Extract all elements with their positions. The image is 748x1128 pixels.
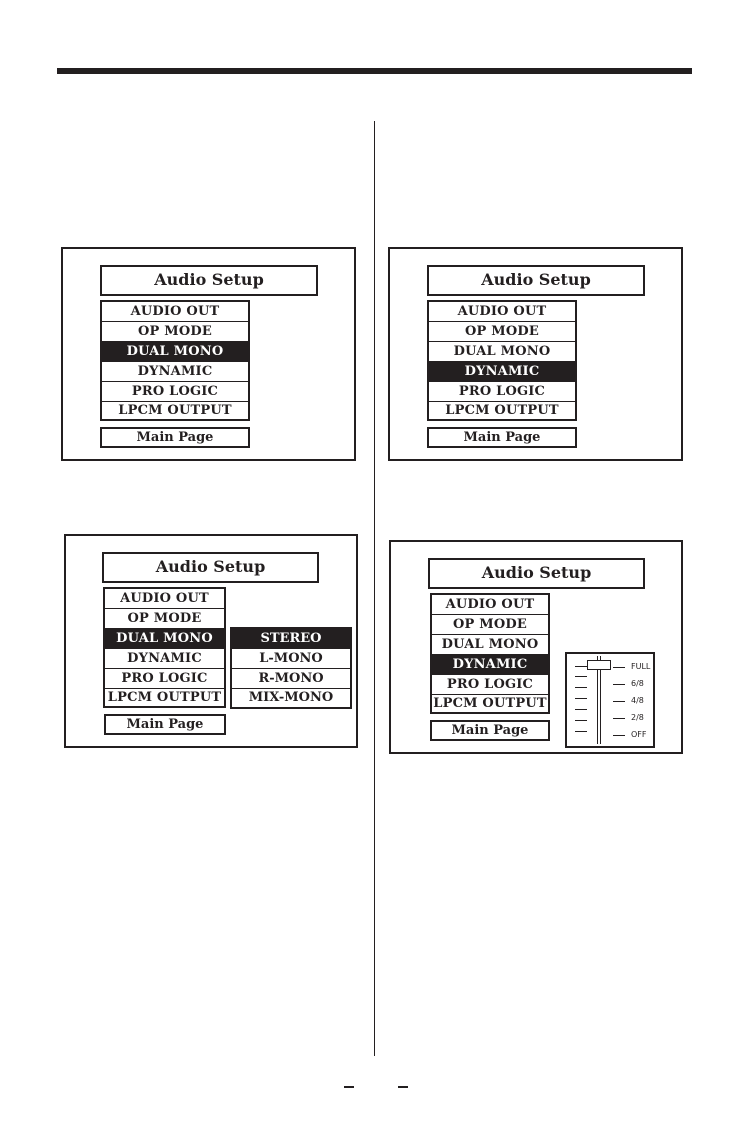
fader-tick [613, 701, 625, 702]
option-stereo[interactable]: STEREO [232, 629, 350, 649]
menu-item-dynamic[interactable]: DYNAMIC [102, 362, 248, 382]
fader-tick [575, 676, 587, 677]
menu-item-dual-mono[interactable]: DUAL MONO [429, 342, 575, 362]
menu-item-audio-out[interactable]: AUDIO OUT [102, 302, 248, 322]
page-number-mark [344, 1086, 354, 1088]
audio-setup-menu [100, 300, 250, 421]
screen-title: Audio Setup [427, 265, 645, 296]
audio-setup-screen-dual-mono-options [64, 534, 358, 748]
menu-item-lpcm-output[interactable]: LPCM OUTPUT [107, 690, 222, 705]
fader-tick [575, 666, 587, 667]
fader-tick [613, 735, 625, 736]
screen-title: Audio Setup [102, 552, 319, 583]
fader-tick [575, 720, 587, 721]
fader-tick [575, 687, 587, 688]
menu-item-dynamic[interactable]: DYNAMIC [432, 655, 548, 675]
page-number-mark [398, 1086, 408, 1088]
menu-item-dual-mono[interactable]: DUAL MONO [102, 342, 248, 362]
option-l-mono[interactable]: L-MONO [232, 649, 350, 669]
menu-item-pro-logic[interactable]: PRO LOGIC [105, 669, 224, 689]
menu-item-op-mode[interactable]: OP MODE [432, 615, 548, 635]
level-label-full: FULL [631, 662, 651, 671]
menu-item-lpcm-output[interactable]: LPCM OUTPUT [433, 696, 547, 711]
audio-setup-screen-dynamic-level [389, 540, 683, 754]
menu-item-pro-logic[interactable]: PRO LOGIC [429, 382, 575, 402]
dynamic-range-fader[interactable] [565, 652, 655, 748]
top-rule [57, 68, 692, 74]
screen-title: Audio Setup [100, 265, 318, 296]
menu-item-pro-logic[interactable]: PRO LOGIC [432, 675, 548, 695]
main-page-button[interactable]: Main Page [427, 427, 577, 448]
fader-tick [575, 698, 587, 699]
menu-item-pro-logic[interactable]: PRO LOGIC [102, 382, 248, 402]
main-page-button[interactable]: Main Page [430, 720, 550, 741]
menu-item-op-mode[interactable]: OP MODE [102, 322, 248, 342]
dual-mono-options-menu [230, 627, 352, 709]
menu-item-dynamic[interactable]: DYNAMIC [429, 362, 575, 382]
audio-setup-menu [427, 300, 577, 421]
option-r-mono[interactable]: R-MONO [232, 669, 350, 689]
menu-item-dual-mono[interactable]: DUAL MONO [432, 635, 548, 655]
screen-title: Audio Setup [428, 558, 645, 589]
fader-tick [613, 667, 625, 668]
menu-item-lpcm-output[interactable]: LPCM OUTPUT [445, 403, 559, 418]
fader-tick [575, 709, 587, 710]
level-label-4-8: 4/8 [631, 696, 644, 705]
menu-item-dynamic[interactable]: DYNAMIC [105, 649, 224, 669]
main-page-button[interactable]: Main Page [100, 427, 250, 448]
fader-tick [575, 731, 587, 732]
fader-tick [613, 718, 625, 719]
level-label-2-8: 2/8 [631, 713, 644, 722]
audio-setup-menu [103, 587, 226, 708]
main-page-button[interactable]: Main Page [104, 714, 226, 735]
menu-item-dual-mono[interactable]: DUAL MONO [105, 629, 224, 649]
audio-setup-screen-dynamic [388, 247, 683, 461]
menu-item-op-mode[interactable]: OP MODE [429, 322, 575, 342]
audio-setup-menu [430, 593, 550, 714]
menu-item-audio-out[interactable]: AUDIO OUT [432, 595, 548, 615]
menu-item-lpcm-output[interactable]: LPCM OUTPUT [118, 403, 232, 418]
level-label-off: OFF [631, 730, 647, 739]
menu-item-audio-out[interactable]: AUDIO OUT [429, 302, 575, 322]
menu-item-audio-out[interactable]: AUDIO OUT [105, 589, 224, 609]
fader-knob[interactable] [587, 660, 611, 670]
fader-tick [613, 684, 625, 685]
audio-setup-screen-dual-mono [61, 247, 356, 461]
column-divider [374, 121, 375, 1056]
option-mix-mono[interactable]: MIX-MONO [248, 690, 334, 705]
level-label-6-8: 6/8 [631, 679, 644, 688]
menu-item-op-mode[interactable]: OP MODE [105, 609, 224, 629]
